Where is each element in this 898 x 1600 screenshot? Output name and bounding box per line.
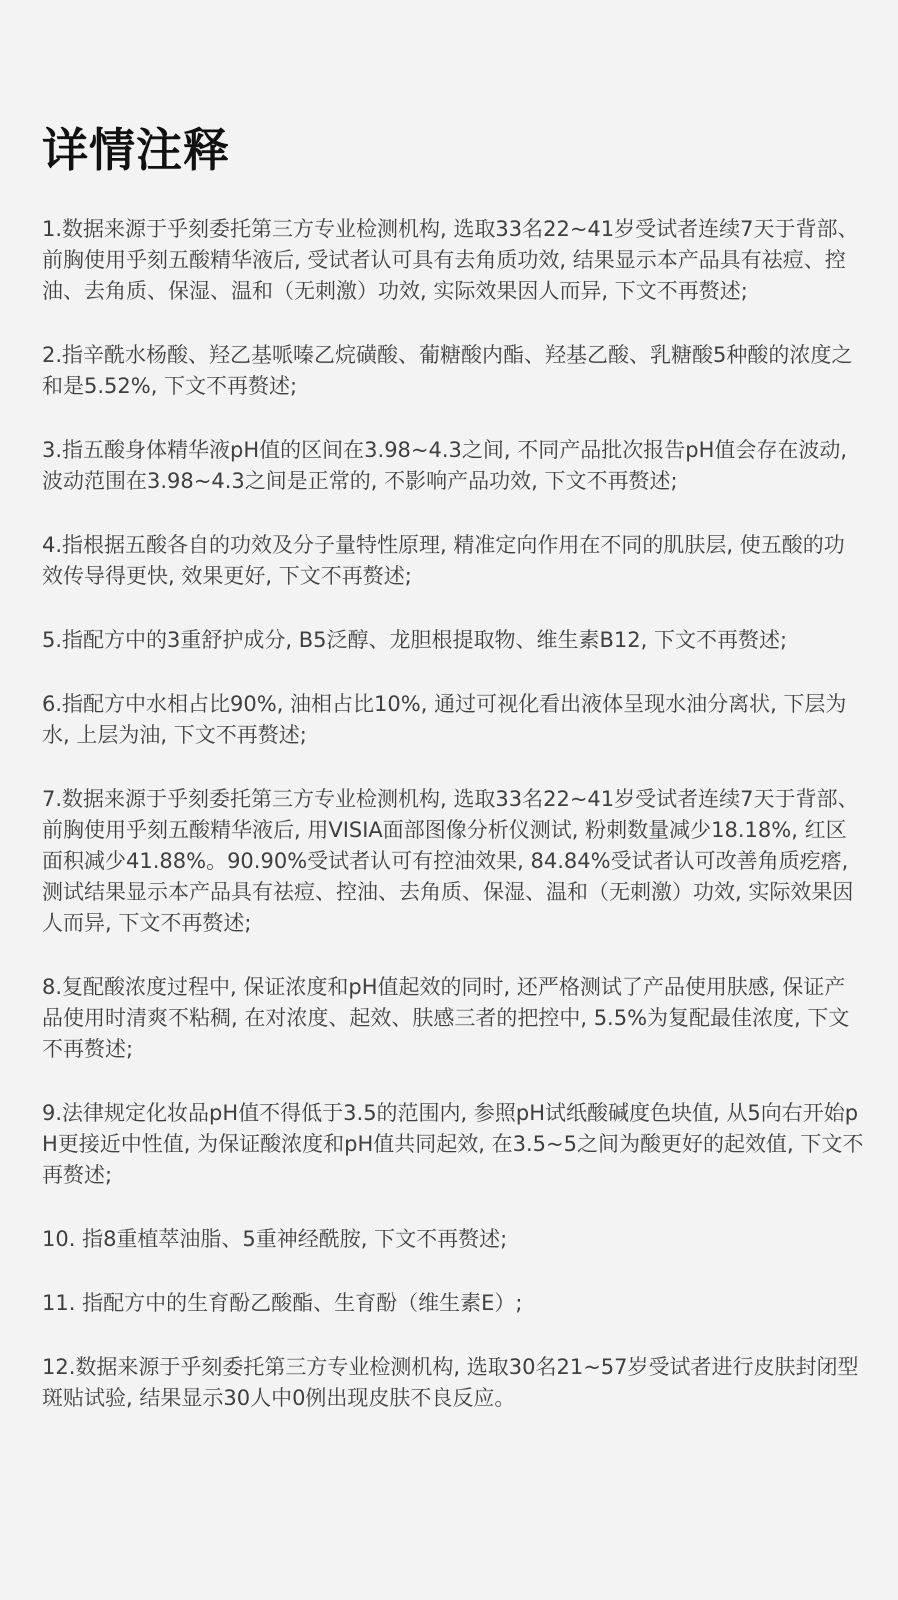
- note-11: 11. 指配方中的生育酚乙酸酯、生育酚（维生素E）;: [42, 1291, 523, 1315]
- note-2: 2.指辛酰水杨酸、羟乙基哌嗪乙烷磺酸、葡糖酸内酯、羟基乙酸、乳糖酸5种酸的浓度之和是5.52%, 下文不再赘述;: [42, 343, 853, 398]
- note-5: 5.指配方中的3重舒护成分, B5泛醇、龙胆根提取物、维生素B12, 下文不再赘述;: [42, 628, 788, 652]
- page-title: 详情注释: [42, 123, 230, 177]
- note-3: 3.指五酸身体精华液pH值的区间在3.98~4.3之间, 不同产品批次报告pH值会存在波动, 波动范围在3.98~4.3之间是正常的, 不影响产品功效, 下文不再赘述;: [42, 438, 848, 493]
- note-7: 7.数据来源于乎刻委托第三方专业检测机构, 选取33名22~41岁受试者连续7天于背部、前胸使用乎刻五酸精华液后, 用VISIA面部图像分析仪测试, 粉刺数量减少18.18%, 红区面积减少41.88%。90.90%受试者认可有控油效果, 84.84%受试者认可改善角质疙瘩, 测试结果显示本产品具有祛痘、控油、去角质、保湿、温和（无刺激）功效, 实际效果因人而异, 下文不再赘述;: [42, 787, 859, 935]
- note-9: 9.法律规定化妆品pH值不得低于3.5的范围内, 参照pH试纸酸碱度色块值, 从5向右开始pH更接近中性值, 为保证酸浓度和pH值共同起效, 在3.5~5之间为酸更好的起效值, 下文不再赘述;: [42, 1101, 864, 1187]
- note-12: 12.数据来源于乎刻委托第三方专业检测机构, 选取30名21~57岁受试者进行皮肤封闭型斑贴试验, 结果显示30人中0例出现皮肤不良反应。: [42, 1355, 859, 1410]
- note-6: 6.指配方中水相占比90%, 油相占比10%, 通过可视化看出液体呈现水油分离状, 下层为水, 上层为油, 下文不再赘述;: [42, 692, 847, 747]
- note-10: 10. 指8重植萃油脂、5重神经酰胺, 下文不再赘述;: [42, 1227, 508, 1251]
- note-1: 1.数据来源于乎刻委托第三方专业检测机构, 选取33名22~41岁受试者连续7天于背部、前胸使用乎刻五酸精华液后, 受试者认可具有去角质功效, 结果显示本产品具有祛痘、控油、去角质、保湿、温和（无刺激）功效, 实际效果因人而异, 下文不再赘述;: [42, 217, 859, 303]
- note-8: 8.复配酸浓度过程中, 保证浓度和pH值起效的同时, 还严格测试了产品使用肤感, 保证产品使用时清爽不粘稠, 在对浓度、起效、肤感三者的把控中, 5.5%为复配最佳浓度, 下文不再赘述;: [42, 975, 850, 1061]
- notes-list: [42, 214, 864, 1414]
- note-4: 4.指根据五酸各自的功效及分子量特性原理, 精准定向作用在不同的肌肤层, 使五酸的功效传导得更快, 效果更好, 下文不再赘述;: [42, 533, 845, 588]
